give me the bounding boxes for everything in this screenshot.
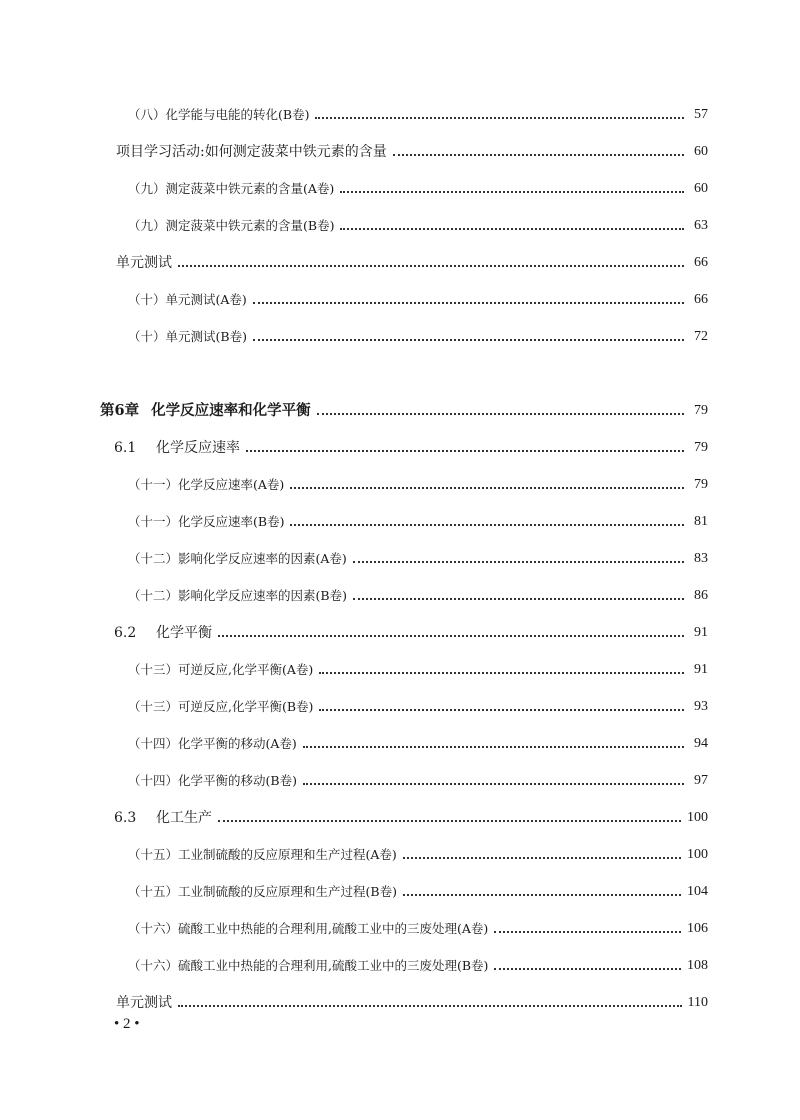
- toc-entry-title: （十五）工业制硫酸的反应原理和生产过程(B卷): [128, 884, 397, 899]
- toc-entry-title: （十一）化学反应速率(A卷): [128, 477, 285, 492]
- toc-entry-title: （十三）可逆反应,化学平衡(B卷): [128, 699, 314, 714]
- toc-entry-label: [128, 735, 297, 753]
- toc-entry-title: （十四）化学平衡的移动(A卷): [128, 736, 297, 751]
- toc-entry-label: [128, 291, 247, 309]
- toc-entry-label: [128, 698, 313, 716]
- toc-entry[interactable]: [114, 435, 708, 457]
- toc-entry-number: 6.2: [114, 625, 137, 641]
- toc-entry-page: 79: [694, 403, 708, 418]
- toc-entry-number: 6.1: [114, 440, 137, 456]
- dot-leader: [290, 487, 684, 489]
- toc-entry-title: （十四）化学平衡的移动(B卷): [128, 773, 297, 788]
- toc-entry-title: （十六）硫酸工业中热能的合理利用,硫酸工业中的三废处理(A卷): [128, 921, 489, 936]
- toc-entry-title: 单元测试: [116, 255, 172, 271]
- dot-leader: [353, 561, 684, 563]
- toc-entry-page: 63: [694, 218, 708, 233]
- dot-leader: [178, 1005, 682, 1007]
- toc-entry[interactable]: [128, 583, 708, 605]
- toc-entry-page: 94: [694, 736, 708, 751]
- toc-entry-page: 79: [694, 477, 708, 492]
- toc-entry-page: 91: [694, 662, 708, 677]
- toc-entry-title: （十五）工业制硫酸的反应原理和生产过程(A卷): [128, 847, 397, 862]
- toc-entry-label: [128, 106, 309, 124]
- dot-leader: [253, 302, 684, 304]
- toc-entry[interactable]: [116, 250, 708, 272]
- toc-entry-label: [128, 587, 347, 605]
- toc-entry-label: [116, 254, 172, 272]
- toc-entry[interactable]: [128, 509, 708, 531]
- toc-entry-title: （十二）影响化学反应速率的因素(A卷): [128, 551, 347, 566]
- toc-entry-label: [114, 809, 212, 827]
- toc-entry-label: [128, 772, 297, 790]
- toc-entry-page: 91: [694, 625, 708, 640]
- toc-entry-number: 第6章: [100, 402, 140, 419]
- toc-entry-label: [116, 143, 387, 161]
- toc-entry-number: 6.3: [114, 810, 137, 826]
- dot-leader: [403, 894, 681, 896]
- toc-entry-title: （十二）影响化学反应速率的因素(B卷): [128, 588, 347, 603]
- dot-leader: [290, 524, 684, 526]
- dot-leader: [178, 265, 684, 267]
- dot-leader: [246, 450, 684, 452]
- toc-entry[interactable]: [128, 768, 708, 790]
- toc-entry-label: [128, 957, 488, 975]
- dot-leader: [393, 154, 684, 156]
- toc-entry-title: （九）测定菠菜中铁元素的含量(A卷): [128, 181, 335, 196]
- toc-entry[interactable]: [128, 694, 708, 716]
- toc-entry-label: [114, 624, 212, 642]
- toc-entry-label: [128, 217, 334, 235]
- toc-entry[interactable]: [128, 546, 708, 568]
- toc-entry-label: [128, 328, 247, 346]
- toc-entry-title: 化学反应速率: [156, 440, 240, 456]
- toc-entry[interactable]: [128, 176, 708, 198]
- toc-entry-page: 83: [694, 551, 708, 566]
- dot-leader: [340, 228, 684, 230]
- toc-entry-page: 66: [694, 255, 708, 270]
- toc-entry-page: 79: [694, 440, 708, 455]
- toc-entry-title: （八）化学能与电能的转化(B卷): [128, 107, 310, 122]
- toc-entry-label: [114, 439, 240, 457]
- toc-entry[interactable]: [116, 139, 708, 161]
- dot-leader: [319, 709, 684, 711]
- toc-entry[interactable]: [128, 213, 708, 235]
- toc-entry-page: 108: [687, 958, 708, 973]
- toc-entry-page: 104: [687, 884, 708, 899]
- toc-entry-title: 化学反应速率和化学平衡: [151, 402, 311, 419]
- toc-entry-title: 项目学习活动:如何测定菠菜中铁元素的含量: [116, 144, 387, 160]
- toc-entry[interactable]: [128, 731, 708, 753]
- toc-entry[interactable]: [116, 990, 708, 1012]
- toc-entry-title: （十六）硫酸工业中热能的合理利用,硫酸工业中的三废处理(B卷): [128, 958, 489, 973]
- toc-entry-page: 72: [694, 329, 708, 344]
- toc-entry-title: 化工生产: [156, 810, 212, 826]
- toc-entry-page: 81: [694, 514, 708, 529]
- dot-leader: [315, 117, 684, 119]
- toc-entry-label: [100, 402, 311, 420]
- dot-leader: [353, 598, 684, 600]
- dot-leader: [319, 672, 684, 674]
- dot-leader: [317, 413, 684, 415]
- toc-entry-title: 化学平衡: [156, 625, 212, 641]
- toc-entry-title: （九）测定菠菜中铁元素的含量(B卷): [128, 218, 335, 233]
- toc-entry[interactable]: [114, 805, 708, 827]
- toc-entry[interactable]: [128, 102, 708, 124]
- toc-entry-title: 单元测试: [116, 995, 172, 1011]
- dot-leader: [253, 339, 684, 341]
- toc-entry-label: [128, 920, 488, 938]
- dot-leader: [218, 820, 681, 822]
- toc-entry-label: [128, 846, 397, 864]
- toc-entry-page: 60: [694, 181, 708, 196]
- toc-entry-page: 106: [687, 921, 708, 936]
- toc-entry-title: （十）单元测试(B卷): [128, 329, 247, 344]
- toc-entry-page: 93: [694, 699, 708, 714]
- dot-leader: [494, 968, 681, 970]
- toc-entry[interactable]: [128, 324, 708, 346]
- toc-entry-label: [128, 513, 284, 531]
- toc-entry-label: [128, 180, 334, 198]
- toc-entry-title: （十三）可逆反应,化学平衡(A卷): [128, 662, 314, 677]
- toc-entry[interactable]: [128, 472, 708, 494]
- dot-leader: [218, 635, 684, 637]
- toc-entry[interactable]: [128, 953, 708, 975]
- toc-entry-page: 60: [694, 144, 708, 159]
- page-number: • 2 •: [114, 1016, 140, 1032]
- dot-leader: [303, 746, 684, 748]
- toc-entry[interactable]: [128, 657, 708, 679]
- dot-leader: [303, 783, 684, 785]
- toc-entry[interactable]: [128, 879, 708, 901]
- toc-entry-label: [116, 994, 172, 1012]
- toc-entry-page: 100: [687, 810, 708, 825]
- toc-entry-title: （十）单元测试(A卷): [128, 292, 247, 307]
- toc-entry-page: 100: [687, 847, 708, 862]
- toc-entry-label: [128, 883, 397, 901]
- dot-leader: [403, 857, 681, 859]
- toc-entry-page: 86: [694, 588, 708, 603]
- dot-leader: [340, 191, 684, 193]
- toc-entry-page: 97: [694, 773, 708, 788]
- dot-leader: [494, 931, 681, 933]
- toc-entry[interactable]: [100, 398, 708, 420]
- toc-entry[interactable]: [128, 842, 708, 864]
- toc-entry-page: 66: [694, 292, 708, 307]
- toc-entry-label: [128, 550, 347, 568]
- toc-entry[interactable]: [128, 916, 708, 938]
- toc-entry-title: （十一）化学反应速率(B卷): [128, 514, 285, 529]
- toc-entry-label: [128, 476, 284, 494]
- toc-entry-label: [128, 661, 313, 679]
- toc-entry-page: 57: [694, 107, 708, 122]
- toc-entry[interactable]: [128, 287, 708, 309]
- toc-entry[interactable]: [114, 620, 708, 642]
- toc-entry-page: 110: [687, 995, 708, 1010]
